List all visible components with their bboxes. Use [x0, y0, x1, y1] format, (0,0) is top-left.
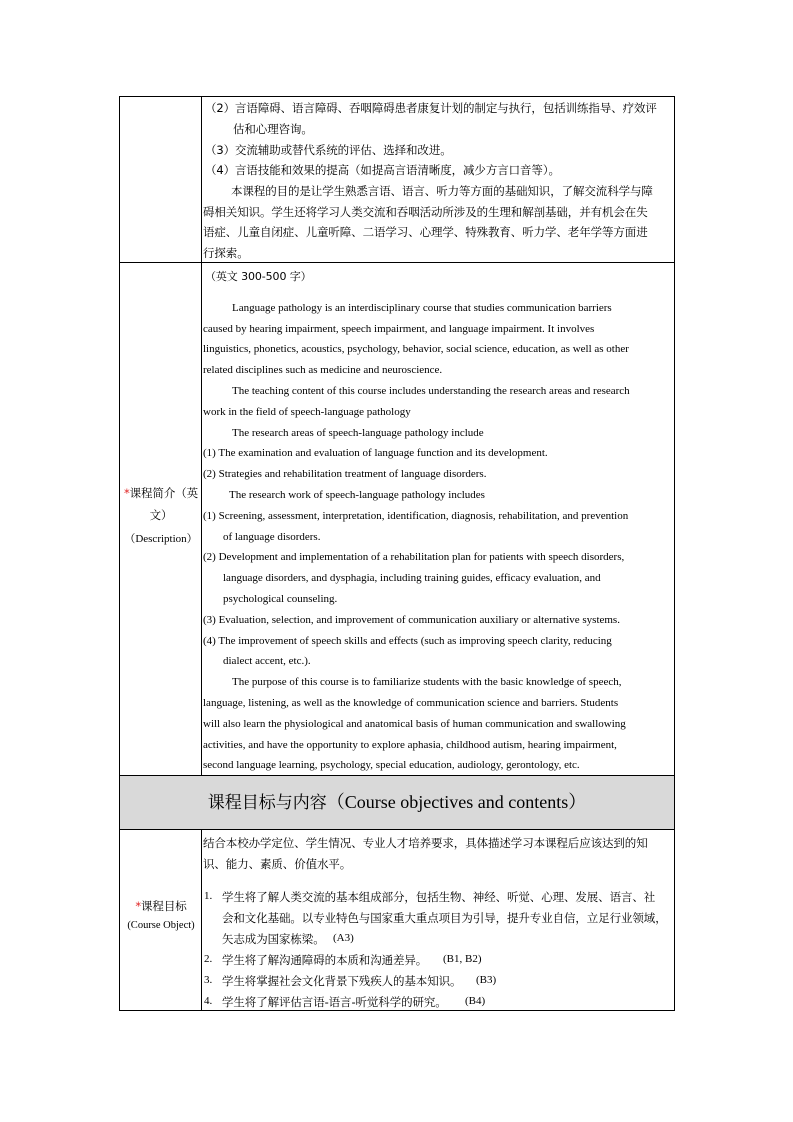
item-number: 2. — [204, 953, 213, 965]
section-title-zh: 课程目标与内容 — [207, 793, 327, 813]
list-item: 学生将了解沟通障碍的本质和沟通差异。 — [222, 953, 428, 967]
list-item: 学生将了解评估言语-语言-听觉科学的研究。 — [222, 995, 447, 1009]
text-line: The research work of speech-language pathology includes — [229, 489, 485, 501]
text-line: 碍相关知识。学生还将学习人类交流和吞咽活动所涉及的生理和解剖基础，并有机会在失 — [203, 205, 648, 219]
text-line: language, listening, as well as the knowledge of communication science and barriers. Students — [203, 697, 619, 709]
text-line: （2）言语障碍、语言障碍、吞咽障碍患者康复计划的制定与执行，包括训练指导、疗效评 — [205, 101, 657, 115]
label-text: 课程简介（英 — [129, 486, 199, 500]
text-line: language disorders, and dysphagia, including training guides, efficacy evaluation, and — [223, 572, 601, 584]
required-star: * — [123, 486, 130, 500]
text-line: (1) Screening, assessment, interpretation, identification, diagnosis, rehabilitation, and prevention — [203, 510, 629, 522]
text-line: activities, and have the opportunity to explore aphasia, childhood autism, hearing impairment, — [203, 739, 617, 751]
text-line: 行探索。 — [203, 246, 249, 260]
text-line: related disciplines such as medicine and neuroscience. — [203, 364, 443, 376]
text-line: 本课程的目的是让学生熟悉言语、语言、听力等方面的基础知识，了解交流科学与障 — [231, 184, 653, 198]
text-line: (3) Evaluation, selection, and improvement of communication auxiliary or alternative systems. — [203, 614, 620, 626]
text-line: linguistics, phonetics, acoustics, psychology, behavior, social science, education, as well as other — [203, 343, 629, 355]
intro-line: 结合本校办学定位、学生情况、专业人才培养要求，具体描述学习本课程后应该达到的知 — [203, 836, 648, 850]
objectives-label-line2: (Course Object) — [127, 920, 195, 931]
text-line: (4) The improvement of speech skills and effects (such as improving speech clarity, reducing — [203, 635, 612, 647]
text-line: The purpose of this course is to familiarize students with the basic knowledge of speech, — [232, 676, 622, 688]
text-line: (1) The examination and evaluation of language function and its development. — [203, 447, 548, 459]
list-item: 学生将掌握社会文化背景下残疾人的基本知识。 — [222, 974, 462, 988]
item-number: 3. — [204, 974, 213, 986]
objective-tag: (A3) — [333, 932, 354, 944]
description-header: （英文 300-500 字） — [205, 270, 312, 283]
required-star: * — [135, 899, 142, 913]
text-line: second language learning, psychology, special education, audiology, gerontology, etc. — [203, 759, 580, 771]
text-line: Language pathology is an interdisciplinary course that studies communication barriers — [232, 302, 612, 314]
objective-tag: (B4) — [465, 995, 486, 1007]
text-line: of language disorders. — [223, 531, 321, 543]
text-line: caused by hearing impairment, speech impairment, and language impairment. It involves — [203, 323, 595, 335]
item-number: 1. — [204, 890, 213, 902]
text-line: work in the field of speech-language pathology — [203, 406, 411, 418]
row-divider — [119, 262, 675, 263]
text-line: 语症、儿童自闭症、儿童听障、二语学习、心理学、特殊教育、听力学、老年学等方面进 — [203, 225, 648, 239]
text-line: （3）交流辅助或替代系统的评估、选择和改进。 — [205, 143, 452, 157]
text-line: psychological counseling. — [223, 593, 338, 605]
list-item: 会和文化基础。以专业特色与国家重大重点项目为引导，提升专业自信，立足行业领域， — [222, 911, 667, 925]
section-title-en: （Course objectives and contents） — [326, 792, 587, 812]
text-line: （4）言语技能和效果的提高（如提高言语清晰度，减少方言口音等）。 — [205, 163, 560, 177]
column-divider — [201, 829, 202, 1011]
description-label-line2: 文） — [149, 508, 173, 522]
list-item: 矢志成为国家栋梁。 — [222, 932, 325, 946]
text-line: (2) Development and implementation of a rehabilitation plan for patients with speech disorders, — [203, 551, 625, 563]
text-line: (2) Strategies and rehabilitation treatment of language disorders. — [203, 468, 487, 480]
text-line: dialect accent, etc.). — [223, 655, 311, 667]
row-divider — [119, 829, 675, 830]
label-text: 课程目标 — [141, 899, 187, 913]
text-line: will also learn the physiological and anatomical basis of human communication and swallowing — [203, 718, 626, 730]
objective-tag: (B3) — [476, 974, 497, 986]
text-line: The teaching content of this course includes understanding the research areas and research — [232, 385, 630, 397]
text-line: 估和心理咨询。 — [233, 122, 313, 136]
text-line: The research areas of speech-language pathology include — [232, 427, 484, 439]
description-label-line3: （Description） — [124, 533, 198, 545]
list-item: 学生将了解人类交流的基本组成部分，包括生物、神经、听觉、心理、发展、语言、社 — [222, 890, 656, 904]
objectives-label — [121, 898, 201, 914]
description-label — [121, 485, 201, 501]
column-divider — [201, 96, 202, 776]
item-number: 4. — [204, 995, 213, 1007]
objective-tag: (B1, B2) — [443, 953, 482, 965]
intro-line: 识、能力、素质、价值水平。 — [203, 857, 352, 871]
section-title — [120, 776, 674, 829]
